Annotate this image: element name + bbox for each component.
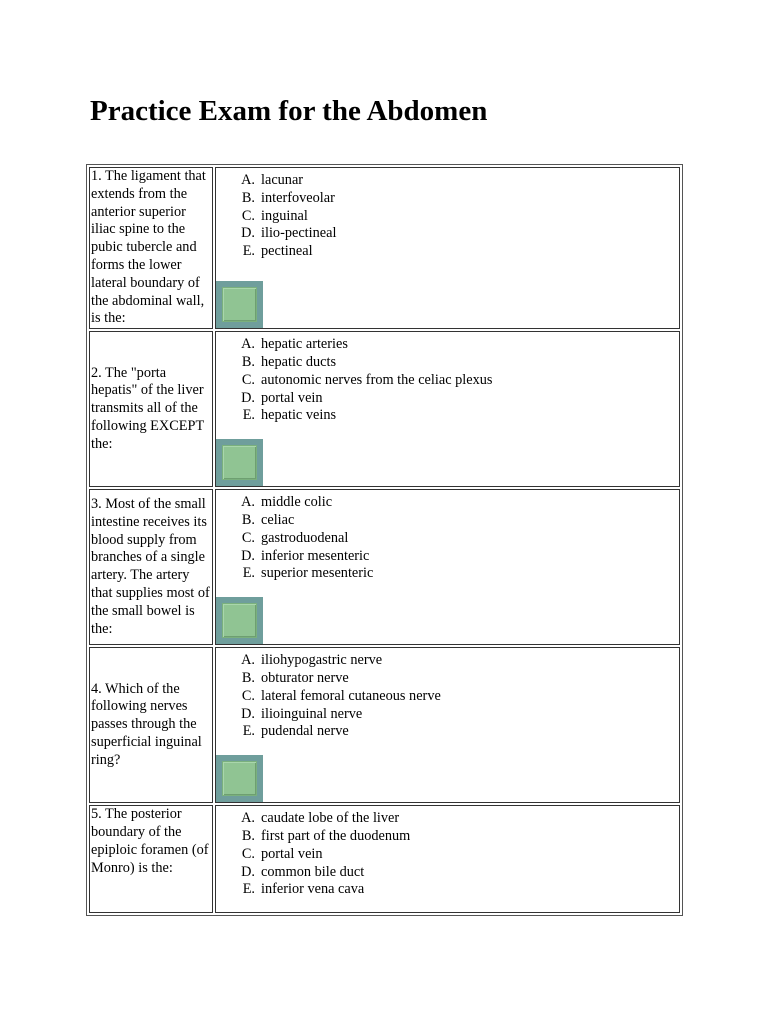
option-text: common bile duct <box>261 863 365 880</box>
option-1e <box>216 243 679 261</box>
question-row-3 <box>89 489 680 645</box>
option-letter: D. <box>241 225 255 242</box>
option-text: pectineal <box>261 243 313 260</box>
option-text: hepatic ducts <box>261 353 337 370</box>
option-text: inferior mesenteric <box>261 547 370 564</box>
option-letter: A. <box>241 652 255 669</box>
option-text: celiac <box>261 511 295 528</box>
option-5b <box>216 828 679 846</box>
option-letter: B. <box>241 511 255 528</box>
option-text: obturator nerve <box>261 669 349 686</box>
option-letter: B. <box>241 353 255 370</box>
question-text-4: 4. Which of the following nerves passes through the superficial inguinal ring? <box>89 647 213 803</box>
option-5c <box>216 846 679 864</box>
option-1c <box>216 208 679 226</box>
option-1d <box>216 225 679 243</box>
option-2b <box>216 354 679 372</box>
show-answer-button-1[interactable] <box>216 281 263 328</box>
option-letter: E. <box>242 881 255 898</box>
option-3d <box>216 548 679 566</box>
option-3a <box>216 494 679 512</box>
option-3b <box>216 512 679 530</box>
page-title: Practice Exam for the Abdomen <box>90 95 488 127</box>
option-4b <box>216 670 679 688</box>
option-letter: C. <box>241 845 255 862</box>
option-text: iliohypogastric nerve <box>261 652 383 669</box>
question-text-2: 2. The "porta hepatis" of the liver transmits all of the following EXCEPT the: <box>89 331 213 487</box>
button-face <box>222 603 257 638</box>
option-text: interfoveolar <box>261 189 335 206</box>
option-text: lateral femoral cutaneous nerve <box>261 687 441 704</box>
option-letter: B. <box>241 189 255 206</box>
option-letter: A. <box>241 172 255 188</box>
option-text: ilioinguinal nerve <box>261 705 363 722</box>
show-answer-button-3[interactable] <box>216 597 263 644</box>
options-list-2 <box>216 336 679 425</box>
option-letter: E. <box>242 407 255 424</box>
option-4c <box>216 688 679 706</box>
option-text: portal vein <box>261 389 323 406</box>
options-list-4 <box>216 652 679 741</box>
option-letter: A. <box>241 494 255 511</box>
option-text: portal vein <box>261 845 323 862</box>
option-text: inguinal <box>261 207 308 224</box>
options-list-5 <box>216 810 679 899</box>
option-letter: B. <box>241 827 255 844</box>
option-text: inferior vena cava <box>261 881 365 898</box>
question-text-3: 3. Most of the small intestine receives its blood supply from branches of a single artery. The artery that supplies most of the small bowel is the: <box>89 489 213 645</box>
option-letter: C. <box>241 207 255 224</box>
option-letter: B. <box>241 669 255 686</box>
button-face <box>222 287 257 322</box>
answer-cell-1 <box>215 167 680 329</box>
option-letter: A. <box>241 336 255 353</box>
question-text-1: 1. The ligament that extends from the anterior superior iliac spine to the pubic tubercle and forms the lower lateral boundary of the abdominal wall, is the: <box>89 167 213 329</box>
option-5a <box>216 810 679 828</box>
option-text: pudendal nerve <box>261 723 349 740</box>
option-2c <box>216 372 679 390</box>
option-1b <box>216 190 679 208</box>
option-letter: A. <box>241 810 255 827</box>
option-3c <box>216 530 679 548</box>
option-text: hepatic veins <box>261 407 337 424</box>
option-letter: E. <box>242 723 255 740</box>
option-letter: C. <box>241 529 255 546</box>
answer-cell-3 <box>215 489 680 645</box>
option-2d <box>216 390 679 408</box>
option-letter: D. <box>241 389 255 406</box>
option-text: gastroduodenal <box>261 529 349 546</box>
option-text: first part of the duodenum <box>261 827 411 844</box>
options-list-1 <box>216 172 679 261</box>
option-text: superior mesenteric <box>261 565 374 582</box>
option-2e <box>216 407 679 425</box>
option-text: middle colic <box>261 494 333 511</box>
question-text-5: 5. The posterior boundary of the epiploic foramen (of Monro) is the: <box>89 805 213 913</box>
option-4d <box>216 706 679 724</box>
option-text: caudate lobe of the liver <box>261 810 400 827</box>
option-letter: C. <box>241 371 255 388</box>
option-3e <box>216 565 679 583</box>
answer-cell-4 <box>215 647 680 803</box>
option-letter: D. <box>241 705 255 722</box>
option-text: ilio-pectineal <box>261 225 337 242</box>
option-5d <box>216 864 679 882</box>
question-row-2 <box>89 331 680 487</box>
option-1a <box>216 172 679 190</box>
question-row-1 <box>89 167 680 329</box>
option-4e <box>216 723 679 741</box>
answer-cell-2 <box>215 331 680 487</box>
option-letter: D. <box>241 863 255 880</box>
option-text: lacunar <box>261 172 304 188</box>
option-letter: E. <box>242 243 255 260</box>
answer-cell-5 <box>215 805 680 913</box>
question-row-5 <box>89 805 680 913</box>
button-face <box>222 445 257 480</box>
options-list-3 <box>216 494 679 583</box>
option-2a <box>216 336 679 354</box>
option-4a <box>216 652 679 670</box>
option-letter: E. <box>242 565 255 582</box>
option-letter: D. <box>241 547 255 564</box>
show-answer-button-4[interactable] <box>216 755 263 802</box>
question-row-4 <box>89 647 680 803</box>
option-5e <box>216 881 679 899</box>
show-answer-button-2[interactable] <box>216 439 263 486</box>
exam-table <box>86 164 683 916</box>
option-letter: C. <box>241 687 255 704</box>
option-text: hepatic arteries <box>261 336 348 353</box>
option-text: autonomic nerves from the celiac plexus <box>261 371 493 388</box>
button-face <box>222 761 257 796</box>
